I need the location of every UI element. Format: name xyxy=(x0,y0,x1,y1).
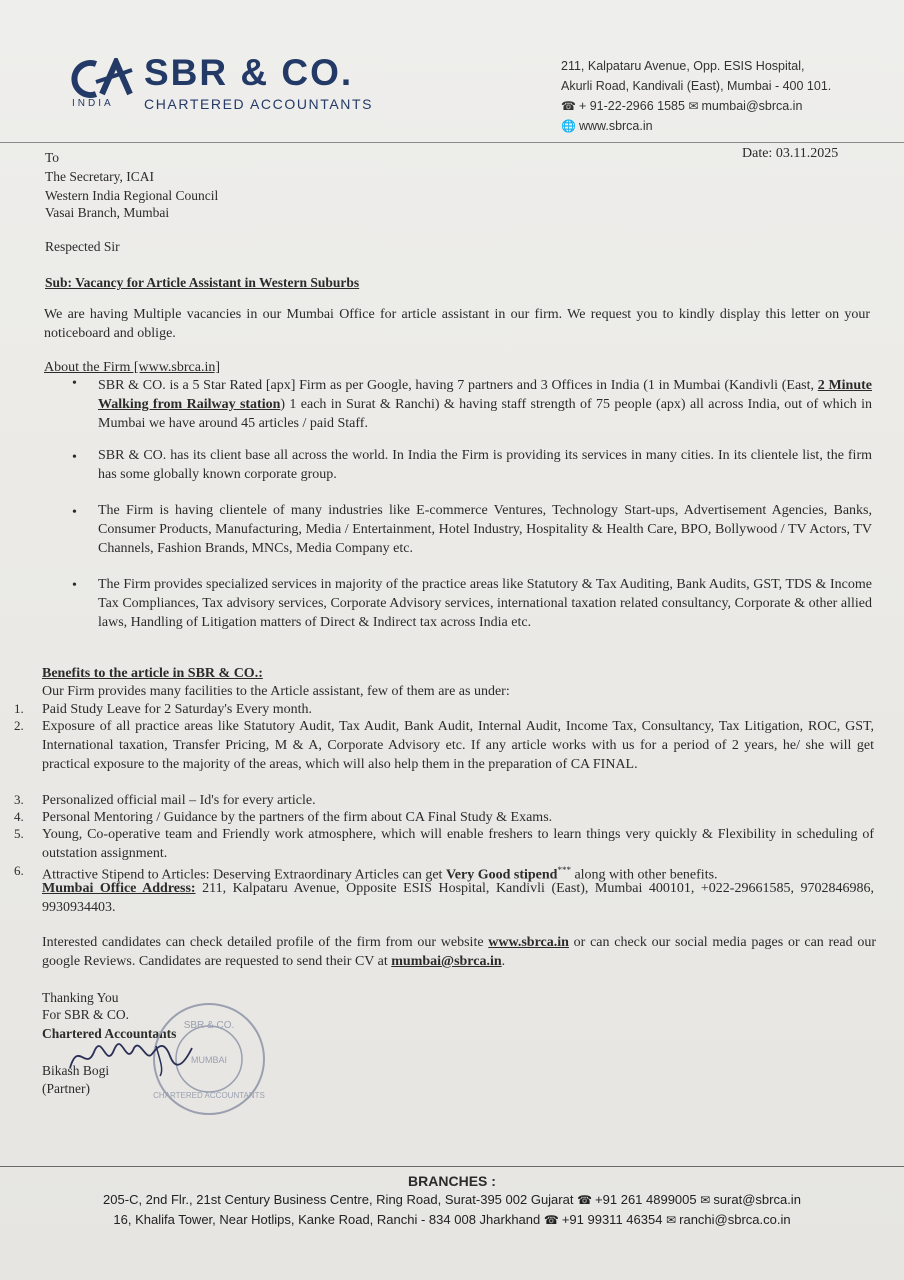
firm-subtitle: CHARTERED ACCOUNTANTS xyxy=(144,96,374,112)
email-link[interactable]: mumbai@sbrca.in xyxy=(391,954,502,969)
website: www.sbrca.in xyxy=(578,119,653,133)
benefits-heading: Benefits to the article in SBR & CO.: xyxy=(42,666,263,681)
svg-text:SBR & CO.: SBR & CO. xyxy=(183,1020,235,1031)
bullet-icon: • xyxy=(72,578,77,593)
signoff-line: For SBR & CO. xyxy=(42,1007,130,1022)
globe-icon: 🌐 xyxy=(561,119,576,133)
recipient-line: To xyxy=(45,150,60,165)
mumbai-office-address: Mumbai Office Address: 211, Kalpataru Avenue, Opposite ESIS Hospital, Kandivli (East), Mumbai 400101, +022-29661585, 9702846986, 9930934403. xyxy=(42,881,874,915)
benefits-intro: Our Firm provides many facilities to the Article assistant, few of them are as under: xyxy=(42,684,510,699)
benefit-item-2: Exposure of all practice areas like Statutory Audit, Tax Audit, Bank Audit, Internal Audit, Income Tax, Consultancy, Tax Litigation, ROC, GST, International taxation, Transfer Pricing, M & A, Corporate Advisory etc. If any article works with us for a period of 2 years, he/ she will get practical exposure to the majority of the areas, which will also help them in the preparation of CA FINAL. xyxy=(42,719,874,772)
website-line xyxy=(561,116,831,136)
benefit-item-5: Young, Co-operative team and Friendly work atmosphere, which will enable freshers to learn things very quickly & Flexibility in scheduling of outstation assignment. xyxy=(42,827,874,861)
about-bullet-1: SBR & CO. is a 5 Star Rated [apx] Firm as per Google, having 7 partners and 3 Offices in India (1 in Mumbai (Kandivli (East, 2 Minute Walking from Railway station) 1 each in Surat & Ranchi) & having staff strength of 75 people (apx) all across India, out of which in Mumbai we have around 45 articles / paid Staff. xyxy=(98,378,872,431)
mail-icon: ✉ xyxy=(688,99,699,113)
intro-paragraph: We are having Multiple vacancies in our Mumbai Office for article assistant in our firm. We request you to kindly display this letter on your noticeboard and oblige. xyxy=(44,307,870,341)
signoff-line: Thanking You xyxy=(42,990,119,1005)
signoff-line: Chartered Accountants xyxy=(42,1026,177,1041)
railway-highlight: 2 Minute Walking from Railway station xyxy=(98,378,872,412)
bullet-icon: • xyxy=(72,376,77,391)
ca-logo-mark xyxy=(66,58,136,100)
list-number: 5. xyxy=(14,826,24,841)
firm-name: SBR & CO. xyxy=(144,52,354,93)
partner-signature xyxy=(60,1030,210,1080)
benefit-item-6: Attractive Stipend to Articles: Deserving Extraordinary Articles can get Very Good stipend*** along with other benefits. xyxy=(42,865,718,883)
signatory-title: (Partner) xyxy=(42,1081,90,1096)
bullet-icon: • xyxy=(72,505,77,520)
letter-date: Date: 03.11.2025 xyxy=(742,146,839,161)
list-number: 1. xyxy=(14,701,24,716)
address-line-2: Akurli Road, Kandivali (East), Mumbai - 400 101. xyxy=(561,79,832,93)
email-address: mumbai@sbrca.in xyxy=(701,99,803,113)
surat-branch: 205-C, 2nd Flr., 21st Century Business Centre, Ring Road, Surat-395 002 Gujarat ☎ +91 261 4899005 ✉ surat@sbrca.in xyxy=(103,1192,801,1207)
website-link[interactable]: www.sbrca.in xyxy=(488,935,569,950)
list-number: 4. xyxy=(14,809,24,824)
phone-icon: ☎ xyxy=(561,99,576,113)
about-bullet-2: SBR & CO. has its client base all across the world. In India the Firm is providing its services in many cities. In its clientele list, the firm has some globally known corporate group. xyxy=(98,448,872,482)
benefit-item-4: Personal Mentoring / Guidance by the partners of the firm about CA Final Study & Exams. xyxy=(42,810,553,825)
recipient-line: Vasai Branch, Mumbai xyxy=(45,205,170,220)
subject-line: Sub: Vacancy for Article Assistant in Western Suburbs xyxy=(45,275,360,290)
phone-number: + 91-22-2966 1585 xyxy=(578,99,685,113)
about-bullet-4: The Firm provides specialized services in majority of the practice areas like Statutory & Tax Auditing, Bank Audits, GST, TDS & Income Tax Compliances, Tax advisory services, Corporate Advisory services, international taxation related consultancy, Corporate & other allied laws, Handling of Litigation matters of Direct & Indirect tax across India etc. xyxy=(98,577,872,630)
mail-icon: ✉ xyxy=(700,1193,711,1207)
phone-icon: ☎ xyxy=(543,1213,559,1227)
address-line-1: 211, Kalpataru Avenue, Opp. ESIS Hospital, xyxy=(561,59,805,73)
recipient-line: The Secretary, ICAI xyxy=(45,169,154,184)
list-number: 6. xyxy=(14,863,24,878)
svg-text:MUMBAI: MUMBAI xyxy=(191,1055,227,1065)
ranchi-branch: 16, Khalifa Tower, Near Hotlips, Kanke Road, Ranchi - 834 008 Jharkhand ☎ +91 99311 46354 ✉ ranchi@sbrca.co.in xyxy=(113,1212,791,1227)
phone-icon: ☎ xyxy=(577,1193,593,1207)
letterhead-address xyxy=(561,56,831,136)
benefit-item-3: Personalized official mail – Id's for every article. xyxy=(42,793,316,808)
office-label: Mumbai Office Address: xyxy=(42,881,196,896)
branches-title: BRANCHES : xyxy=(408,1173,496,1189)
footer-divider xyxy=(0,1166,904,1167)
contact-line xyxy=(561,96,831,116)
header-divider xyxy=(0,142,904,143)
list-number: 3. xyxy=(14,792,24,807)
stipend-highlight: Very Good stipend xyxy=(445,867,558,883)
salutation: Respected Sir xyxy=(45,239,120,254)
logo-india-text: INDIA xyxy=(72,98,114,109)
signatory-name: Bikash Bogi xyxy=(42,1063,110,1078)
svg-text:CHARTERED ACCOUNTANTS: CHARTERED ACCOUNTANTS xyxy=(153,1091,265,1100)
about-bullet-3: The Firm is having clientele of many industries like E-commerce Ventures, Technology Start-ups, Advertisement Agencies, Banks, Consumer Products, Manufacturing, Media / Entertainment, Hotel Industry, Hospitality & Health Care, BPO, Bollywood / TV Actors, TV Channels, Fashion Brands, MNCs, Media Company etc. xyxy=(98,503,872,556)
benefit-item-1: Paid Study Leave for 2 Saturday's Every month. xyxy=(42,702,313,717)
bullet-icon: • xyxy=(72,450,77,465)
list-number: 2. xyxy=(14,718,24,733)
mail-icon: ✉ xyxy=(666,1213,677,1227)
about-heading: About the Firm [www.sbrca.in] xyxy=(44,360,221,375)
recipient-line: Western India Regional Council xyxy=(45,188,219,203)
closing-paragraph: Interested candidates can check detailed profile of the firm from our website www.sbrca.in or can check our social media pages or can read our google Reviews. Candidates are requested to send their CV at mumbai@sbrca.in. xyxy=(42,935,876,969)
